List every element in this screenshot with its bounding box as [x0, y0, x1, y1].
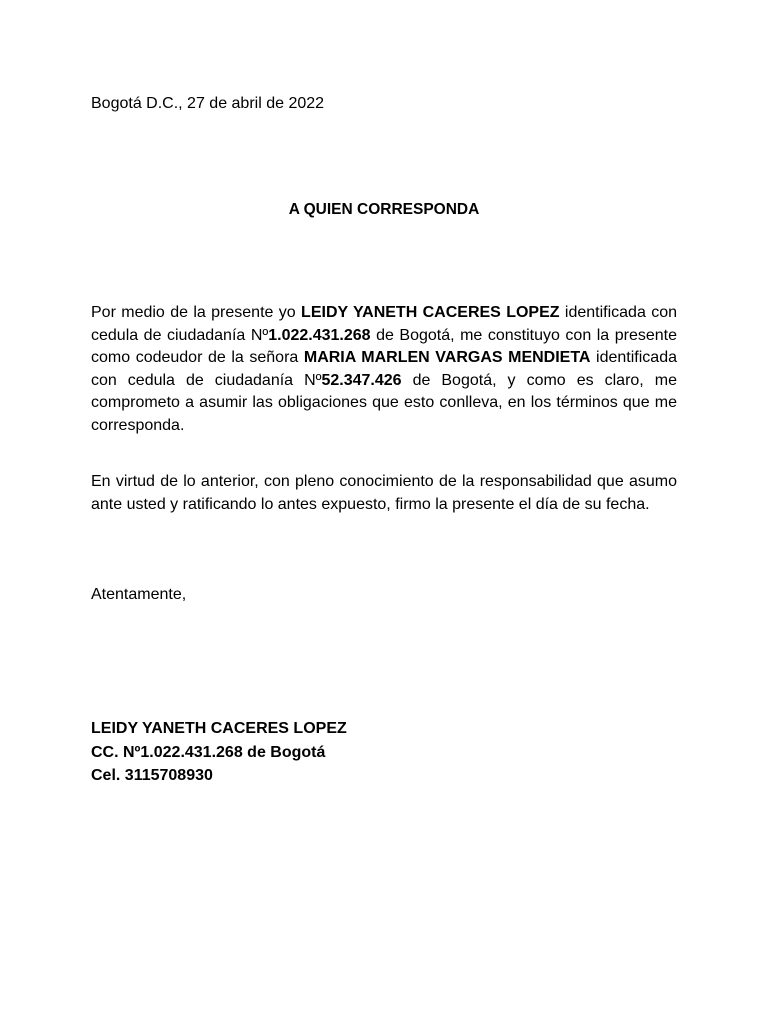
paragraph-text: de Bogotá, y como es claro, me comprometo a asumir las obligaciones que esto conlleva, en los términos que me corresponda. — [91, 371, 677, 434]
signature-id-line: CC. Nº1.022.431.268 de Bogotá — [91, 743, 326, 761]
body-paragraph-2: En virtud de lo anterior, con pleno conocimiento de la responsabilidad que asumo ante usted y ratificando lo antes expuesto, firmo la presente el día de su fecha. — [91, 473, 677, 513]
signature-name: LEIDY YANETH CACERES LOPEZ — [91, 720, 347, 737]
signature-phone-line: Cel. 3115708930 — [91, 767, 213, 784]
date-line: Bogotá D.C., 27 de abril de 2022 — [91, 95, 325, 112]
signature-block — [91, 717, 347, 788]
paragraph-text: Por medio de la presente yo — [91, 304, 302, 321]
paragraph-text: identificada con cedula de ciudadanía Nº — [91, 349, 677, 389]
debtor-id-number: 52.347.426 — [321, 371, 402, 389]
paragraph-text: de Bogotá, me constituyo con la presente como codeudor de la señora — [91, 326, 678, 367]
guarantor-id-number: 1.022.431.268 — [268, 326, 371, 344]
guarantor-name: LEIDY YANETH CACERES LOPEZ — [301, 304, 560, 321]
body-paragraph-1 — [91, 302, 677, 438]
closing-line: Atentamente, — [91, 586, 187, 603]
debtor-name: MARIA MARLEN VARGAS MENDIETA — [303, 349, 591, 367]
letter-heading: A QUIEN CORRESPONDA — [288, 201, 480, 218]
paragraph-text: identificada con cedula de ciudadanía Nº — [91, 304, 678, 344]
